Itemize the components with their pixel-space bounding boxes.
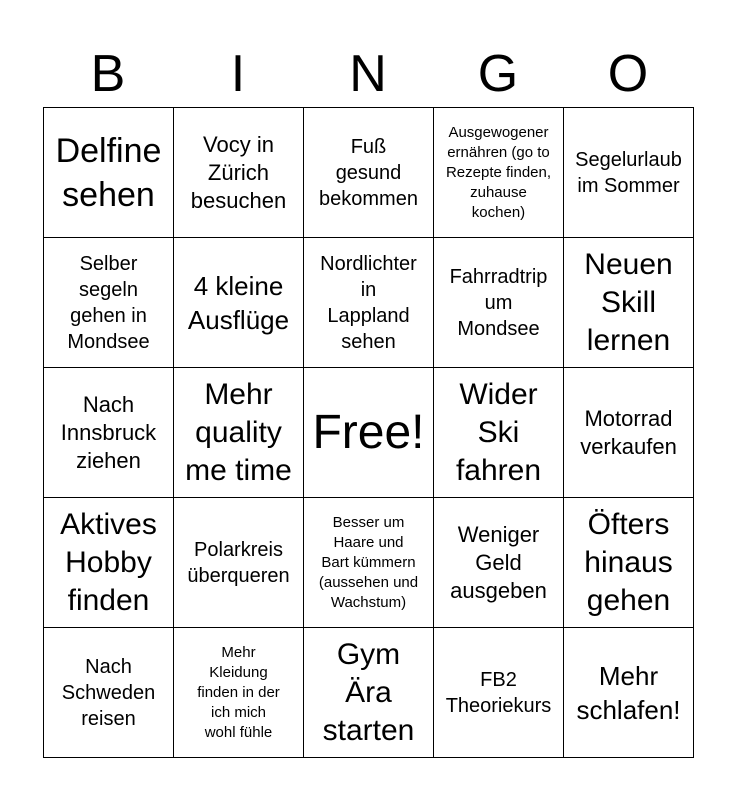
bingo-cell[interactable] — [564, 368, 694, 498]
bingo-cell[interactable] — [44, 108, 174, 238]
bingo-header — [43, 40, 693, 108]
bingo-cell[interactable] — [44, 368, 174, 498]
bingo-cell[interactable] — [564, 108, 694, 238]
bingo-cell[interactable] — [44, 628, 174, 758]
cell-text: Segelurlaub im Sommer — [575, 148, 682, 197]
bingo-cell[interactable] — [434, 238, 564, 368]
bingo-cell[interactable] — [434, 368, 564, 498]
bingo-cell[interactable] — [44, 498, 174, 628]
cell-text: Polarkreis überqueren — [187, 538, 290, 587]
cell-text: Vocy in Zürich besuchen — [190, 131, 287, 213]
bingo-cell[interactable] — [304, 498, 434, 628]
cell-text: Öfters hinaus gehen — [584, 507, 673, 617]
bingo-cell[interactable] — [174, 628, 304, 758]
cell-text: Mehr quality me time — [185, 377, 292, 487]
header-letter-g: G — [477, 45, 519, 103]
cell-text: Nordlichter in Lappland sehen — [320, 252, 417, 353]
cell-text: Nach Innsbruck ziehen — [60, 391, 157, 473]
header-letter-i: I — [230, 45, 246, 103]
bingo-cell[interactable] — [304, 238, 434, 368]
bingo-cell[interactable] — [564, 238, 694, 368]
bingo-cell[interactable] — [434, 498, 564, 628]
bingo-cell[interactable] — [564, 628, 694, 758]
bingo-cell[interactable] — [304, 108, 434, 238]
cell-text: Nach Schweden reisen — [61, 655, 156, 730]
bingo-board — [43, 107, 694, 758]
cell-text: Motorrad verkaufen — [580, 405, 677, 459]
cell-text: Mehr schlafen! — [576, 660, 681, 725]
bingo-cell[interactable] — [304, 628, 434, 758]
bingo-cell[interactable] — [174, 368, 304, 498]
header-letter-n: N — [349, 45, 387, 103]
bingo-cell[interactable] — [174, 238, 304, 368]
cell-text: Selber segeln gehen in Mondsee — [67, 252, 150, 353]
cell-text: Delfine sehen — [55, 131, 162, 214]
cell-text: Weniger Geld ausgeben — [450, 521, 547, 603]
bingo-cell[interactable] — [434, 108, 564, 238]
cell-text: Besser um Haare und Bart kümmern (aussehen und Wachstum) — [318, 513, 419, 611]
bingo-cell[interactable] — [44, 238, 174, 368]
bingo-cell[interactable] — [174, 498, 304, 628]
free-space-label: Free! — [312, 405, 425, 459]
cell-text: Wider Ski fahren — [455, 377, 542, 487]
cell-text: Neuen Skill lernen — [584, 247, 673, 357]
cell-text: Aktives Hobby finden — [60, 507, 157, 617]
bingo-cell-free[interactable] — [304, 368, 434, 498]
cell-text: FB2 Theoriekurs — [445, 668, 552, 717]
bingo-cell[interactable] — [564, 498, 694, 628]
cell-text: Mehr Kleidung finden in der ich mich wohl fühle — [197, 643, 280, 741]
cell-text: Fahrradtrip um Mondsee — [449, 265, 548, 340]
cell-text: 4 kleine Ausflüge — [187, 270, 290, 335]
bingo-cell[interactable] — [434, 628, 564, 758]
header-letter-b: B — [90, 45, 126, 103]
bingo-cell[interactable] — [174, 108, 304, 238]
cell-text: Gym Ära starten — [322, 637, 415, 747]
header-letter-o: O — [607, 45, 649, 103]
cell-text: Fuß gesund bekommen — [319, 135, 418, 210]
cell-text: Ausgewogener ernähren (go to Rezepte finden, zuhause kochen) — [445, 123, 552, 221]
